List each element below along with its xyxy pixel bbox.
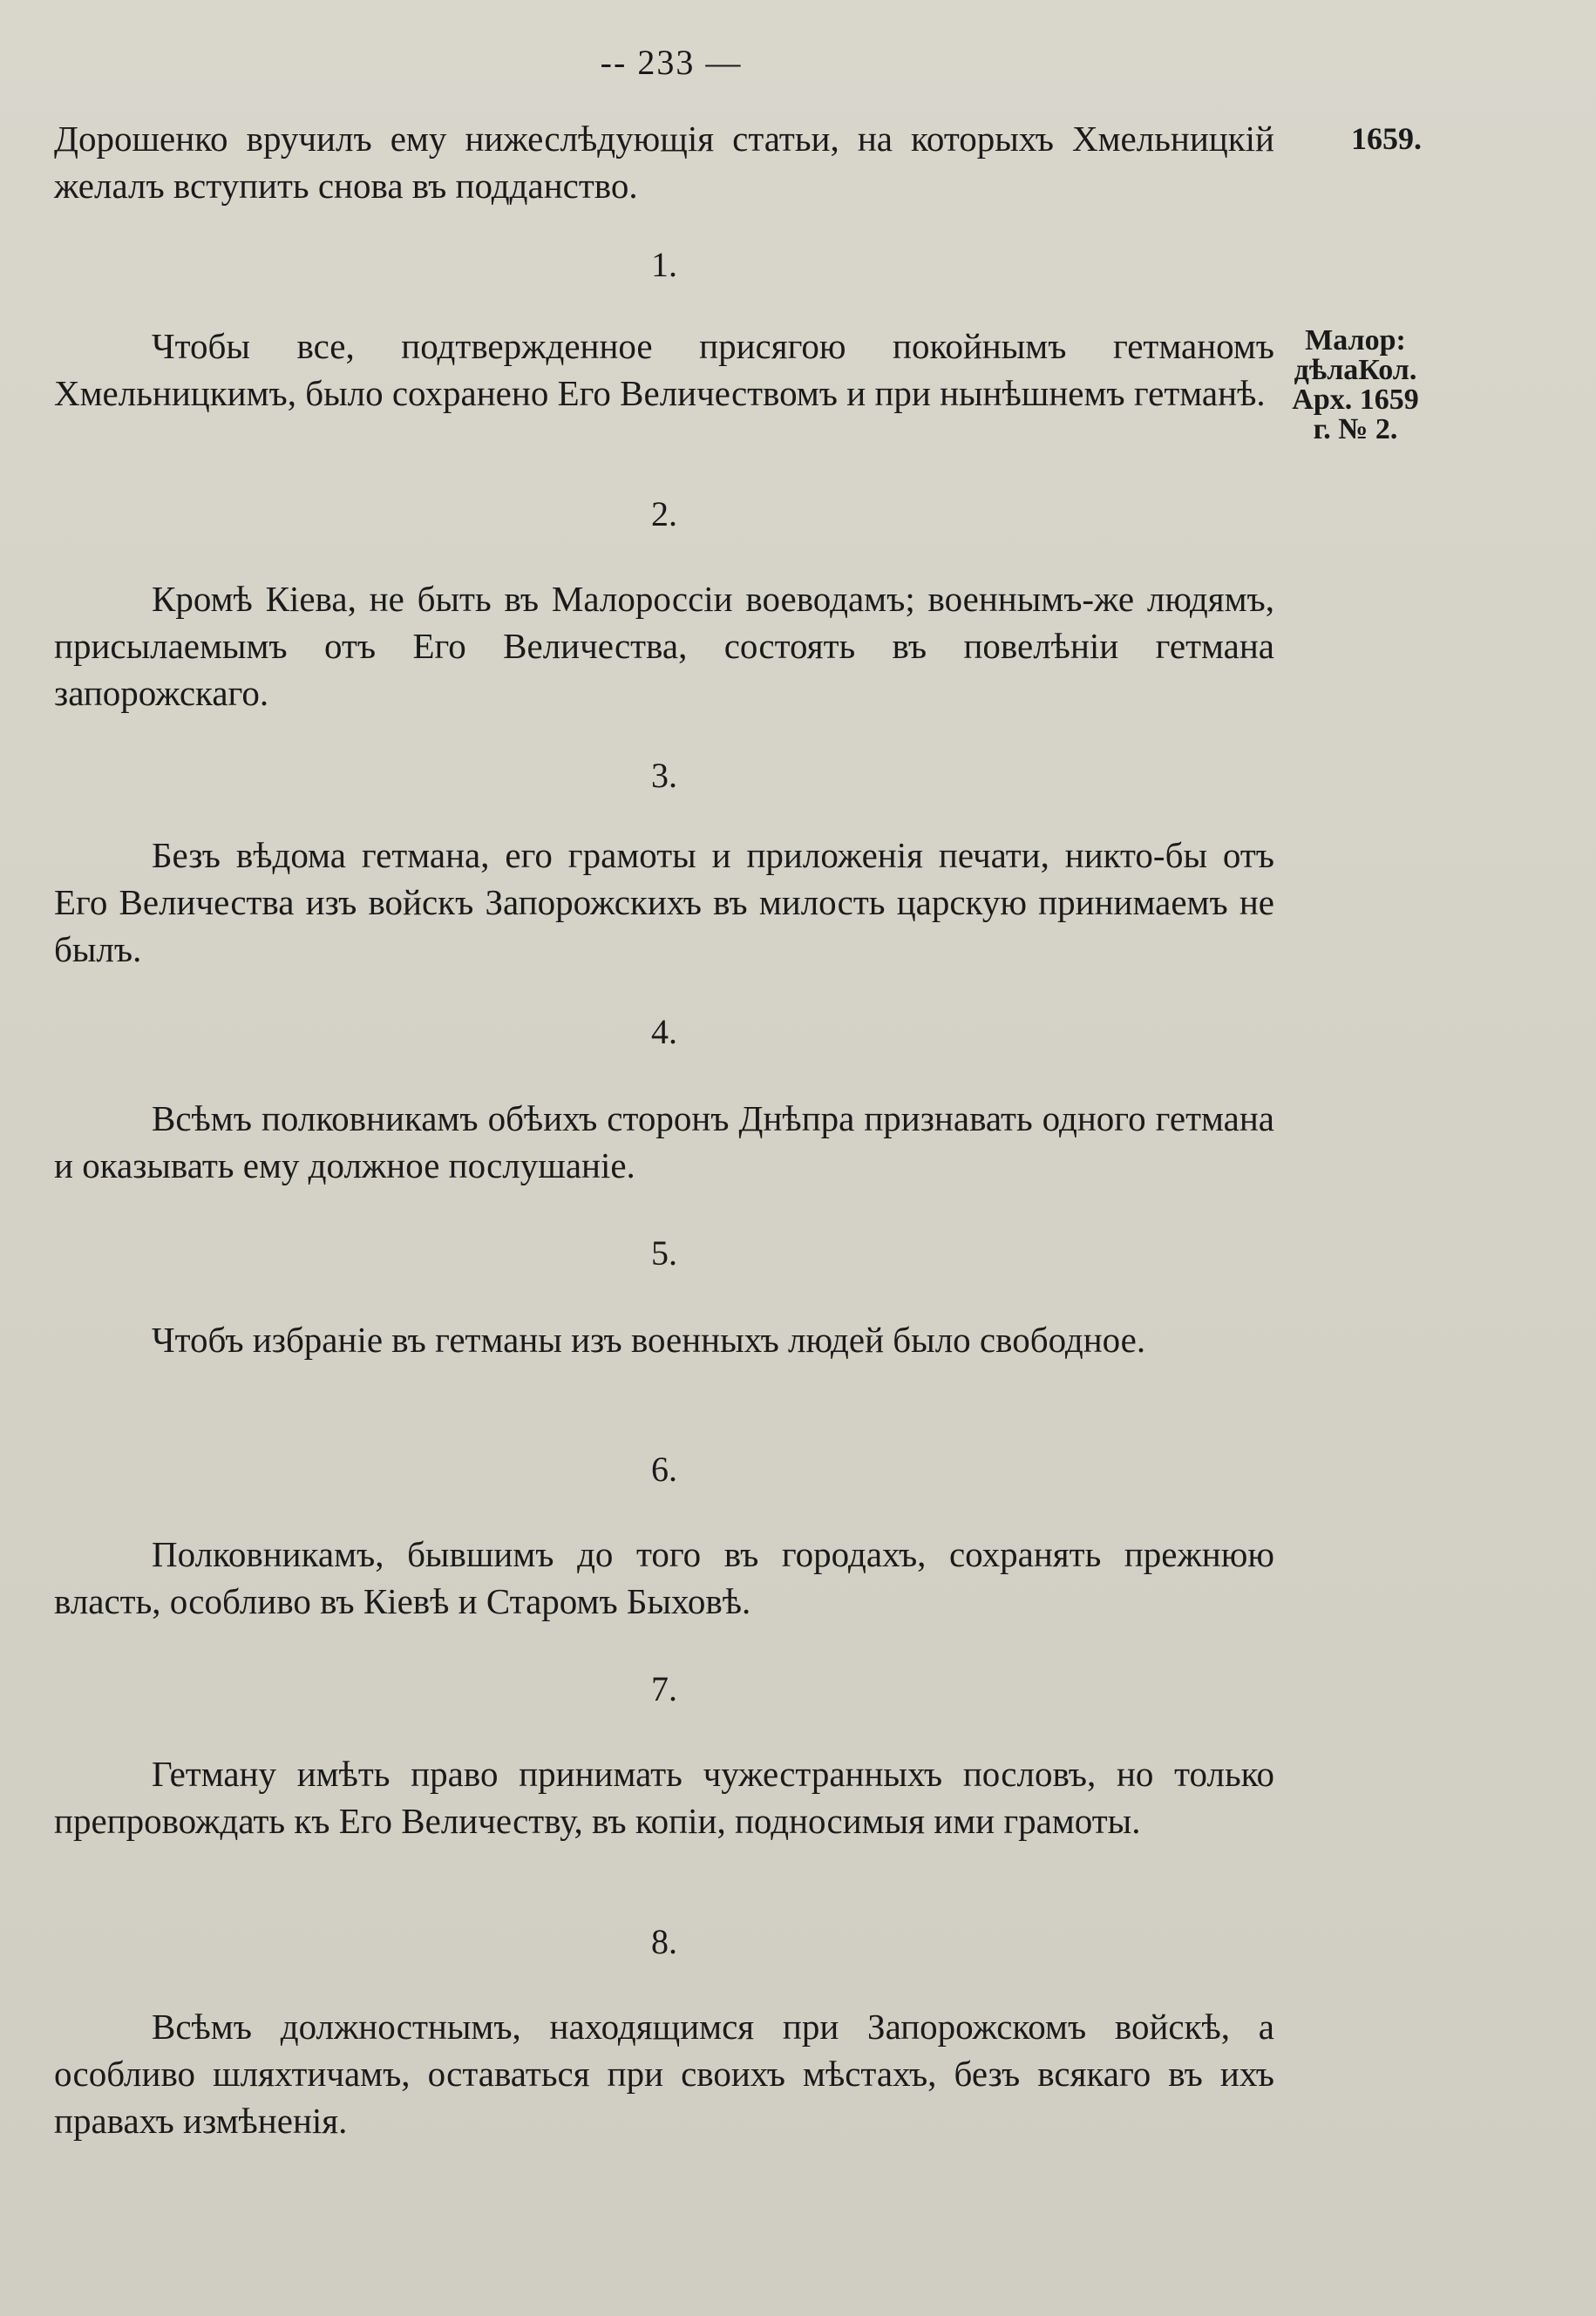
archive-note-line: г. № 2. [1313, 413, 1398, 445]
article-text-4: Всѣмъ полковникамъ обѣихъ сторонъ Днѣпра признавать одного гетмана и оказывать ему должное послушаніе. [54, 1098, 1274, 1185]
article-text-2: Кромѣ Кіева, не быть въ Малороссіи воеводамъ; военнымъ-же людямъ, присылаемымъ отъ Его Величества, состоять въ повелѣніи гетмана запорожскаго. [54, 579, 1274, 713]
article-text-3: Безъ вѣдома гетмана, его грамоты и приложенія печати, никто-бы отъ Его Величества изъ войскъ Запорожскихъ въ милость царскую принимаемъ не былъ. [54, 835, 1274, 969]
article-number-3: 3. [651, 756, 677, 795]
archive-note-line: Арх. 1659 [1292, 384, 1419, 416]
article-number-7: 7. [651, 1669, 677, 1708]
article-number-1: 1. [651, 245, 677, 284]
article-text-6: Полковникамъ, бывшимъ до того въ городахъ, сохранять прежнюю власть, особливо въ Кіевѣ и Старомъ Быховѣ. [54, 1534, 1274, 1621]
intro-paragraph: Дорошенко вручилъ ему нижеслѣдующія статьи, на которыхъ Хмельницкій желалъ вступить снова въ подданство. [54, 119, 1274, 206]
article-number-5: 5. [651, 1233, 677, 1273]
article-number-8: 8. [651, 1922, 677, 1961]
article-number-2: 2. [651, 494, 677, 533]
archive-note-line: Малор: [1305, 324, 1406, 357]
article-text-5: Чтобъ избраніе въ гетманы изъ военныхъ людей было свободное. [152, 1320, 1146, 1360]
article-text-1: Чтобы все, подтвержденное присягою покойнымъ гетманомъ Хмельницкимъ, было сохранено Его Величествомъ и при нынѣшнемъ гетманѣ. [54, 326, 1274, 413]
year-marginal-note: 1659. [1351, 121, 1422, 156]
article-text-8: Всѣмъ должностнымъ, находящимся при Запорожскомъ войскѣ, а особливо шляхтичамъ, оставаться при своихъ мѣстахъ, безъ всякаго въ ихъ правахъ измѣненія. [54, 2007, 1274, 2141]
article-number-4: 4. [651, 1012, 677, 1051]
archive-reference-note [1281, 326, 1430, 445]
article-number-6: 6. [651, 1450, 677, 1489]
archive-note-line: дѣлаКол. [1294, 354, 1417, 386]
page-number: -- 233 — [600, 43, 743, 82]
article-text-7: Гетману имѣть право принимать чужестранныхъ пословъ, но только препровождать къ Его Величеству, въ копіи, подносимыя ими грамоты. [54, 1754, 1274, 1841]
